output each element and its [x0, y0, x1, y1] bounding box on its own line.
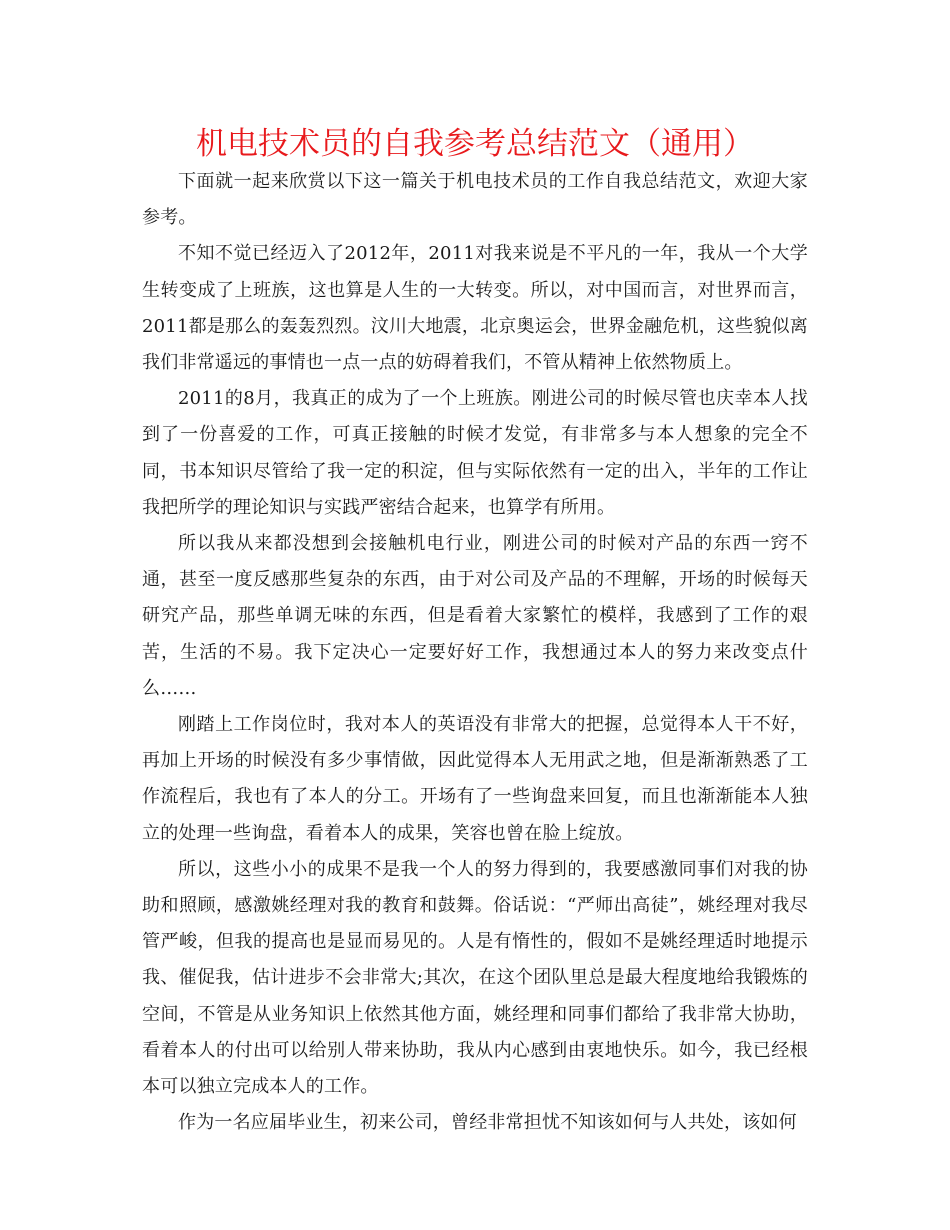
- paragraph-english: 刚踏上工作岗位时，我对本人的英语没有非常大的把握，总觉得本人干不好，再加上开场的时候没有多少事情做，因此觉得本人无用武之地，但是渐渐熟悉了工作流程后，我也有了本人的分工。开场有了一些询盘来回复，而且也渐渐能本人独立的处理一些询盘，看着本人的成果，笑容也曾在脸上绽放。: [142, 714, 808, 844]
- document-title: 机电技术员的自我参考总结范文（通用）: [196, 126, 754, 162]
- paragraph-2012: 不知不觉已经迈入了2012年，2011对我来说是不平凡的一年，我从一个大学生转变成了上班族，这也算是人生的一大转变。所以，对中国而言，对世界而言，2011都是那么的轰轰烈烈。汶川大地震，北京奥运会，世界金融危机，这些貌似离我们非常遥远的事情也一点一点的妨碍着我们，不管从精神上依然物质上。: [142, 243, 808, 374]
- paragraph-graduate: 作为一名应届毕业生，初来公司，曾经非常担忧不知该如何与人共处，该如何: [178, 1112, 797, 1134]
- paragraph-august: 2011的8月，我真正的成为了一个上班族。刚进公司的时候尽管也庆幸本人找到了一份喜爱的工作，可真正接触的时候才发觉，有非常多与本人想象的完全不同，书本知识尽管给了我一定的积淀，但与实际依然有一定的出入，半年的工作让我把所学的理论知识与实践严密结合起来，也算学有所用。: [142, 388, 808, 518]
- paragraph-thanks: 所以，这些小小的成果不是我一个人的努力得到的，我要感激同事们对我的协助和照顾，感激姚经理对我的教育和鼓舞。俗话说：“严师出高徒”，姚经理对我尽管严峻，但我的提高也是显而易见的。人是有惰性的，假如不是姚经理适时地提示我、催促我，估计进步不会非常大;其次，在这个团队里总是最大程度地给我锻炼的空间，不管是从业务知识上依然其他方面，姚经理和同事们都给了我非常大协助，看着本人的付出可以给别人带来协助，我从内心感到由衷地快乐。如今，我已经根本可以独立完成本人的工作。: [142, 858, 808, 1098]
- document-body: [142, 164, 808, 1141]
- paragraph-industry: 所以我从来都没想到会接触机电行业，刚进公司的时候对产品的东西一窍不通，甚至一度反感那些复杂的东西，由于对公司及产品的不理解，开场的时候每天研究产品，那些单调无味的东西，但是看着大家繁忙的模样，我感到了工作的艰苦，生活的不易。我下定决心一定要好好工作，我想通过本人的努力来改变点什么……: [142, 533, 808, 699]
- paragraph-intro: 下面就一起来欣赏以下这一篇关于机电技术员的工作自我总结范文，欢迎大家参考。: [142, 171, 808, 229]
